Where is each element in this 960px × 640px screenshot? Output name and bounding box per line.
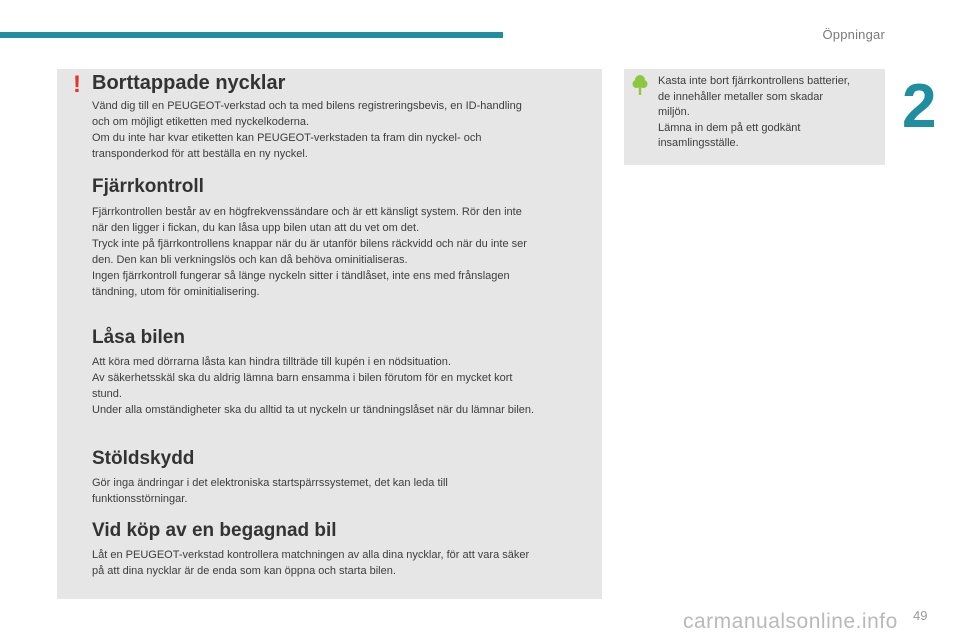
environment-note-text: Kasta inte bort fjärrkontrollens batterier, de innehåller metaller som skadar miljön. Lämna in dem på ett godkänt insamlingsställe.: [658, 75, 850, 149]
heading-lost-keys: Borttappade nycklar: [92, 72, 286, 94]
paragraph-antitheft: Gör inga ändringar i det elektroniska startspärrssystemet, det kan leda till funktionsstörningar.: [92, 477, 448, 505]
heading-antitheft: Stöldskydd: [92, 448, 195, 469]
heading-used-car: Vid köp av en begagnad bil: [92, 520, 337, 541]
watermark: carmanualsonline.info: [683, 610, 898, 633]
heading-lock: Låsa bilen: [92, 327, 185, 348]
paragraph-remote: Fjärrkontrollen består av en högfrekvenssändare och är ett känsligt system. Rör den inte när den ligger i fickan, du kan låsa upp bilen utan att du vet om det. Tryck inte på fjärrkontrollens knappar när du är utanför bilens räckvidd och när du inte ser den. Den kan bli verkningslös och kan då behöva ominitialiseras. Ingen fjärrkontroll fungerar så länge nyckeln sitter i tändlåset, inte ens med frånslagen tändning, utom för ominitialisering.: [92, 206, 527, 298]
tree-icon: [632, 74, 648, 96]
chapter-number: 2: [902, 72, 937, 141]
section-title: Öppningar: [822, 27, 885, 42]
paragraph-lock: Att köra med dörrarna låsta kan hindra tillträde till kupén i en nödsituation. Av säkerhetsskäl ska du aldrig lämna barn ensamma i bilen förutom för en mycket kort stund. Under alla omständigheter ska du alltid ta ut nyckeln ur tändningslåset när du lämnar bilen.: [92, 356, 535, 416]
warning-icon: !: [73, 71, 81, 98]
heading-remote: Fjärrkontroll: [92, 176, 204, 197]
paragraph-used-car: Låt en PEUGEOT-verkstad kontrollera matchningen av alla dina nycklar, för att vara säker på att dina nycklar är de enda som kan öppna och starta bilen.: [92, 549, 530, 577]
page-number: 49: [913, 608, 928, 623]
paragraph-lost-keys: Vänd dig till en PEUGEOT-verkstad och ta med bilens registreringsbevis, en ID-handling och om möjligt etiketten med nyckelkoderna. Om du inte har kvar etiketten kan PEUGEOT-verkstaden ta fram din nyckel- och transponderkod för att beställa en ny nyckel.: [92, 100, 522, 160]
section-accent-bar: [0, 32, 503, 38]
